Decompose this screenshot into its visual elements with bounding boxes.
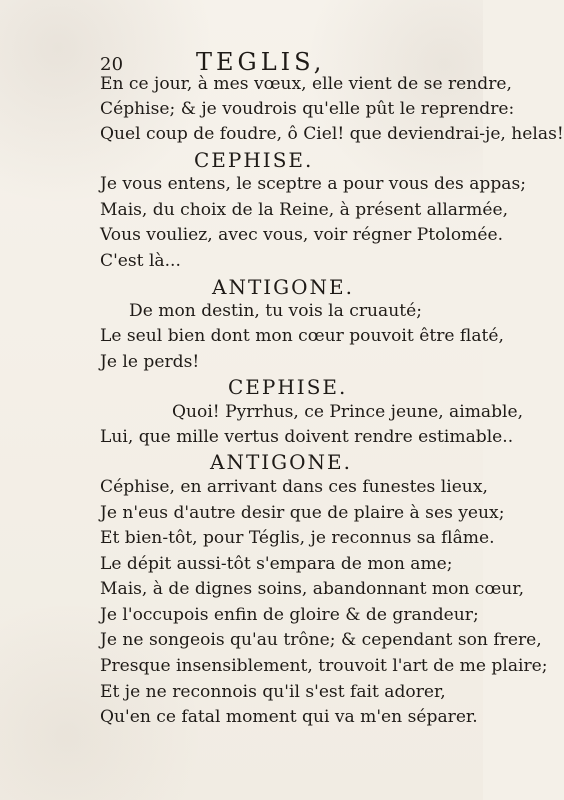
verse-line: Qu'en ce fatal moment qui va m'en séparer. (100, 707, 478, 727)
verse-line: Je l'occupois enfin de gloire & de grandeur; (100, 605, 479, 625)
verse-line: De mon destin, tu vois la cruauté; (129, 301, 422, 321)
verse-line: Je ne songeois qu'au trône; & cependant son frere, (100, 630, 542, 650)
verse-line: C'est là... (100, 251, 181, 271)
page-number: 20 (100, 54, 124, 75)
verse-line: Quel coup de foudre, ô Ciel! que deviendrai-je, helas! (100, 124, 564, 144)
verse-line: Le seul bien dont mon cœur pouvoit être flaté, (100, 326, 504, 346)
speaker-heading: CEPHISE. (194, 148, 314, 172)
verse-line: Je le perds! (100, 352, 200, 372)
verse-line: En ce jour, à mes vœux, elle vient de se rendre, (100, 74, 512, 94)
verse-line: Céphise, en arrivant dans ces funestes lieux, (100, 477, 488, 497)
verse-line: Mais, du choix de la Reine, à présent allarmée, (100, 200, 509, 220)
verse-line: Le dépit aussi-tôt s'empara de mon ame; (100, 554, 453, 574)
running-title: TEGLIS, (196, 48, 326, 76)
verse-line: Je n'eus d'autre desir que de plaire à ses yeux; (100, 503, 505, 523)
verse-line: Et je ne reconnois qu'il s'est fait adorer, (100, 682, 446, 702)
verse-line: Lui, que mille vertus doivent rendre estimable.. (100, 427, 514, 447)
verse-line: Et bien-tôt, pour Téglis, je reconnus sa flâme. (100, 528, 495, 548)
speaker-heading: ANTIGONE. (212, 275, 355, 299)
verse-line: Mais, à de dignes soins, abandonnant mon cœur, (100, 579, 525, 599)
verse-line: Quoi! Pyrrhus, ce Prince jeune, aimable, (172, 402, 524, 422)
speaker-heading: CEPHISE. (228, 375, 348, 399)
verse-line: Vous vouliez, avec vous, voir régner Ptolomée. (100, 225, 504, 245)
verse-line: Céphise; & je voudrois qu'elle pût le reprendre: (100, 99, 515, 119)
verse-line: Presque insensiblement, trouvoit l'art de me plaire; (100, 656, 548, 676)
verse-line: Je vous entens, le sceptre a pour vous des appas; (100, 174, 527, 194)
speaker-heading: ANTIGONE. (210, 450, 353, 474)
